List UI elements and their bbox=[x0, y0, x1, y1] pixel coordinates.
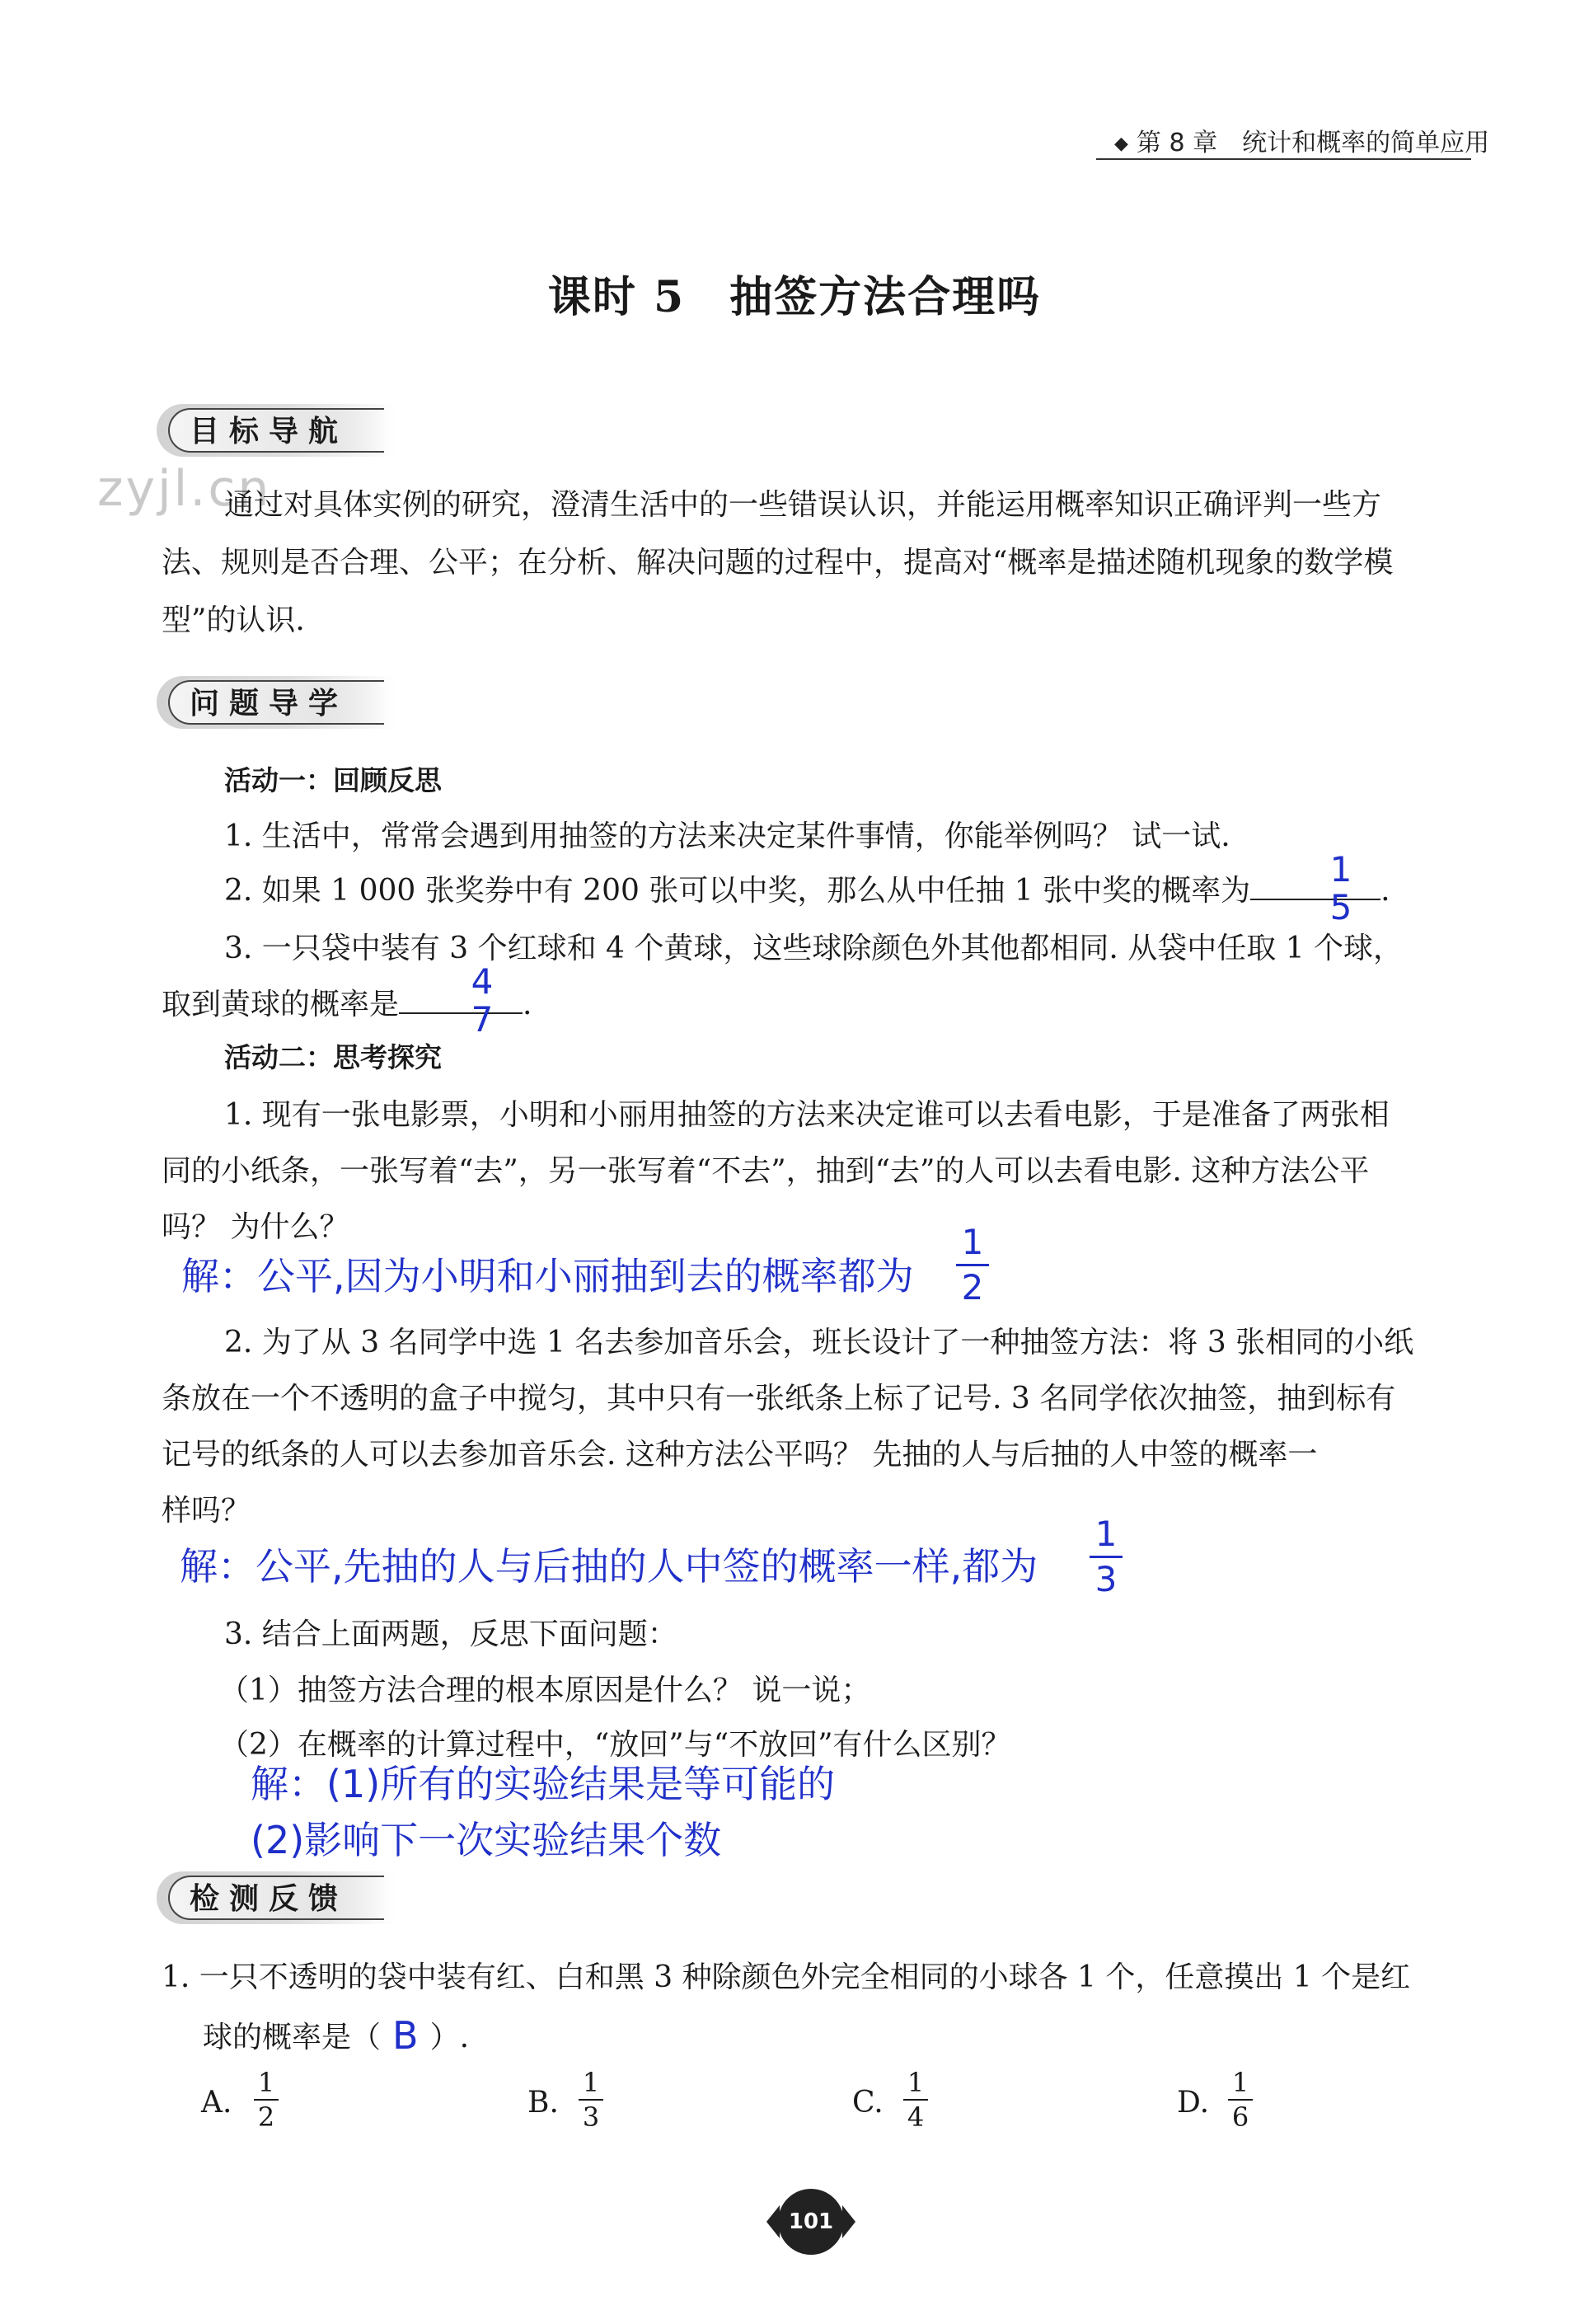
fraction-numerator: 1 bbox=[907, 2067, 925, 2098]
lesson-title: 课时 5 抽签方法合理吗 bbox=[547, 272, 1042, 322]
section-label-feedback: 检测反馈 bbox=[168, 1876, 384, 1920]
chapter-header-text: 第 8 章 统计和概率的简单应用 bbox=[1136, 129, 1490, 157]
answer-2-fraction bbox=[1090, 1514, 1123, 1599]
fraction-numerator: 4 bbox=[471, 961, 494, 1002]
header-rule bbox=[1096, 158, 1471, 160]
option-b-label: B. bbox=[527, 2086, 559, 2120]
option-c-fraction bbox=[903, 2067, 928, 2133]
activity-1-q2-text: 2. 如果 1 000 张奖券中有 200 张可以中奖，那么从中任抽 1 张中奖的概率为 bbox=[224, 874, 1251, 908]
feedback-q1-text: 球的概率是（ bbox=[203, 2021, 382, 2054]
fraction-denominator: 2 bbox=[257, 2101, 275, 2133]
q2-answer-fraction bbox=[1320, 849, 1362, 927]
activity-2-q1-line-2: 同的小纸条，一张写着“去”，另一张写着“不去”，抽到“去”的人可以去看电影. 这种方法公平 bbox=[162, 1154, 1370, 1188]
activity-2-heading: 活动二：思考探究 bbox=[224, 1041, 442, 1073]
activity-1-q2 bbox=[224, 862, 1390, 920]
chapter-header bbox=[1114, 122, 1489, 158]
option-a-fraction bbox=[254, 2067, 279, 2133]
activity-2-q2-line-1: 2. 为了从 3 名同学中选 1 名去参加音乐会，班长设计了一种抽签方法：将 3 张相同的小纸 bbox=[224, 1326, 1414, 1359]
fraction-numerator: 1 bbox=[1329, 849, 1352, 890]
fraction-denominator: 3 bbox=[582, 2101, 600, 2133]
activity-2-q3: 3. 结合上面两题，反思下面问题： bbox=[224, 1617, 677, 1651]
fraction-bar bbox=[903, 2099, 928, 2101]
activity-1-q3-text: 取到黄球的概率是 bbox=[162, 988, 400, 1021]
fraction-numerator: 1 bbox=[257, 2067, 275, 2098]
diamond-icon: ◆ bbox=[1114, 134, 1128, 154]
page-number: 101 bbox=[778, 2189, 844, 2255]
fraction-denominator: 3 bbox=[1094, 1559, 1118, 1599]
goals-line-1: 通过对具体实例的研究，澄清生活中的一些错误认识，并能运用概率知识正确评判一些方 bbox=[224, 488, 1382, 522]
option-b-fraction bbox=[579, 2067, 603, 2133]
section-label-goals: 目标导航 bbox=[168, 408, 384, 453]
fraction-bar bbox=[956, 1264, 989, 1266]
fraction-numerator: 1 bbox=[1231, 2067, 1249, 2098]
fraction-denominator: 2 bbox=[961, 1267, 984, 1308]
fraction-bar bbox=[254, 2099, 279, 2101]
goals-line-2: 法、规则是否合理、公平；在分析、解决问题的过程中，提高对“概率是描述随机现象的数学模 bbox=[162, 546, 1394, 580]
handwritten-answer-1: 解：公平,因为小明和小丽抽到去的概率都为 bbox=[181, 1254, 914, 1298]
option-c-label: C. bbox=[852, 2086, 884, 2120]
option-d-fraction bbox=[1228, 2067, 1253, 2133]
activity-2-q2-line-4: 样吗？ bbox=[162, 1494, 251, 1528]
activity-1-q1: 1. 生活中，常常会遇到用抽签的方法来决定某件事情，你能举例吗？ 试一试. bbox=[224, 819, 1230, 853]
q3-answer-fraction bbox=[462, 961, 503, 1040]
activity-1-heading: 活动一：回顾反思 bbox=[224, 764, 442, 796]
handwritten-choice: B bbox=[392, 2013, 419, 2058]
fraction-denominator: 5 bbox=[1329, 887, 1352, 927]
section-label-questions: 问题导学 bbox=[168, 680, 384, 725]
handwritten-answer-3-part-1: 解：(1)所有的实验结果是等可能的 bbox=[251, 1762, 836, 1806]
activity-2-q3-part-1: （1）抽签方法合理的根本原因是什么？ 说一说； bbox=[219, 1674, 871, 1707]
fraction-numerator: 1 bbox=[1094, 1514, 1118, 1554]
activity-2-q1-line-3: 吗？ 为什么？ bbox=[162, 1210, 349, 1244]
option-d-label: D. bbox=[1177, 2086, 1210, 2120]
section-tab-feedback bbox=[157, 1871, 396, 1924]
handwritten-answer-3-part-2: (2)影响下一次实验结果个数 bbox=[251, 1818, 722, 1862]
goals-line-3: 型”的认识. bbox=[162, 603, 305, 637]
activity-2-q2-line-2: 条放在一个不透明的盒子中搅匀，其中只有一张纸条上标了记号. 3 名同学依次抽签，抽到标有 bbox=[162, 1382, 1396, 1416]
fraction-bar bbox=[1228, 2099, 1253, 2101]
handwritten-answer-2: 解：公平,先抽的人与后抽的人中签的概率一样,都为 bbox=[180, 1544, 1038, 1589]
period: . bbox=[523, 988, 532, 1021]
fraction-denominator: 6 bbox=[1231, 2101, 1249, 2133]
feedback-q1-line-2 bbox=[203, 2005, 469, 2067]
fraction-denominator: 7 bbox=[471, 999, 494, 1040]
fraction-numerator: 1 bbox=[961, 1222, 984, 1262]
period: . bbox=[1380, 874, 1390, 908]
activity-2-q1-line-1: 1. 现有一张电影票，小明和小丽用抽签的方法来决定谁可以去看电影，于是准备了两张相 bbox=[224, 1098, 1390, 1132]
option-a-label: A. bbox=[201, 2086, 232, 2120]
fraction-denominator: 4 bbox=[907, 2101, 925, 2133]
activity-1-q3-line-1: 3. 一只袋中装有 3 个红球和 4 个黄球，这些球除颜色外其他都相同. 从袋中任取 1 个球， bbox=[224, 932, 1404, 965]
watermark: zyjl.cn bbox=[97, 460, 272, 518]
section-tab-questions bbox=[157, 676, 396, 729]
fraction-bar bbox=[1090, 1556, 1123, 1558]
answer-1-fraction bbox=[956, 1222, 989, 1308]
activity-2-q2-line-3: 记号的纸条的人可以去参加音乐会. 这种方法公平吗？ 先抽的人与后抽的人中签的概率一 bbox=[162, 1438, 1318, 1472]
activity-2-q3-part-2: （2）在概率的计算过程中，“放回”与“不放回”有什么区别？ bbox=[219, 1728, 1011, 1762]
feedback-q1-close: ）. bbox=[429, 2021, 470, 2054]
fraction-bar bbox=[579, 2099, 603, 2101]
feedback-q1-line-1: 1. 一只不透明的袋中装有红、白和黑 3 种除颜色外完全相同的小球各 1 个，任意摸出 1 个是红 bbox=[162, 1960, 1411, 1994]
section-tab-goals bbox=[157, 404, 396, 457]
fraction-numerator: 1 bbox=[582, 2067, 600, 2098]
